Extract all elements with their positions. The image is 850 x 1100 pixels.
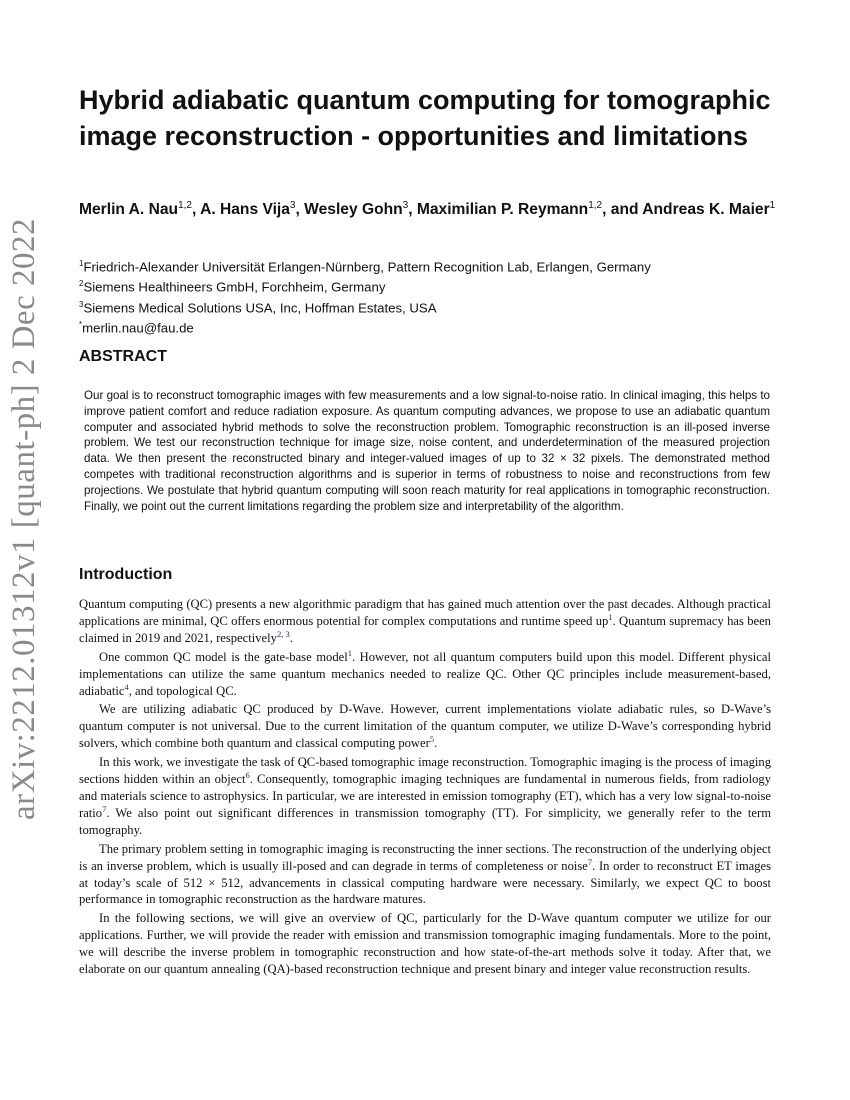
introduction-body xyxy=(79,596,771,980)
paragraph-text: In the following sections, we will give an overview of QC, particularly for the D-Wave quantum computer we utilize for our applications. Further, we will provide the reader with emission and transmission tomographic imaging fundamentals. More to the point, we will describe the inverse problem in tomographic reconstruction and how state-of-the-art methods solve it today. After that, we elaborate on our quantum annealing (QA)-based reconstruction technique and present binary and integer value reconstruction results. xyxy=(79,911,771,977)
introduction-paragraph xyxy=(79,754,771,839)
introduction-paragraph xyxy=(79,596,771,647)
citation-link[interactable]: 1 xyxy=(347,647,352,658)
affiliation-mark: 3 xyxy=(79,299,84,309)
affiliation-mark: 2 xyxy=(79,279,84,289)
introduction-paragraph xyxy=(79,910,771,978)
author-list xyxy=(79,195,789,220)
affiliation-text: Siemens Medical Solutions USA, Inc, Hoffman Estates, USA xyxy=(83,300,437,316)
affiliation-line xyxy=(79,255,779,275)
arxiv-identifier-stamp: arXiv:2212.01312v1 [quant-ph] 2 Dec 2022 xyxy=(6,218,42,820)
author-separator: , xyxy=(191,201,201,219)
introduction-paragraph xyxy=(79,649,771,700)
abstract-heading: ABSTRACT xyxy=(79,348,167,365)
paragraph-text: In this work, we investigate the task of QC-based tomographic image reconstruction. Tomographic imaging is the process of imaging sections hidden within an object xyxy=(79,755,771,787)
author-affiliation-mark: 1,2 xyxy=(588,200,603,211)
introduction-paragraph xyxy=(79,841,771,909)
author-separator: , xyxy=(295,201,305,219)
author-affiliation-mark: 1,2 xyxy=(178,200,192,211)
paragraph-text: . We also point out significant differences in transmission tomography (TT). For simplicity, we generally refer to the term tomography. xyxy=(79,805,771,837)
citation-link[interactable]: 5 xyxy=(429,734,435,745)
affiliation-mark: 1 xyxy=(79,259,84,268)
paragraph-text: . xyxy=(434,736,438,751)
affiliation-text: Siemens Healthineers GmbH, Forchheim, Germany xyxy=(83,279,386,295)
author-affiliation-mark: 3 xyxy=(402,200,409,211)
paragraph-text: . However, not all quantum computers build upon this model. Different physical implementations can utilize the same quantum mechanics needed to realize QC. Other QC principles include measurement-based, adiabatic xyxy=(79,649,771,698)
author-affiliation-mark: 1 xyxy=(769,200,776,211)
author-name: Andreas K. Maier xyxy=(642,201,770,219)
affiliation-text: Friedrich-Alexander Universität Erlangen-Nürnberg, Pattern Recognition Lab, Erlangen, Germany xyxy=(83,259,651,275)
introduction-paragraph xyxy=(79,701,771,752)
author-name: Wesley Gohn xyxy=(304,201,403,219)
author-name: Merlin A. Nau xyxy=(79,201,179,219)
affiliation-list xyxy=(79,255,779,337)
paragraph-text: One common QC model is the gate-base model xyxy=(99,649,348,664)
paragraph-text: . xyxy=(289,630,293,645)
author-separator: , xyxy=(408,201,417,219)
author-separator: , and xyxy=(602,201,643,219)
citation-link[interactable]: 2, 3 xyxy=(276,628,290,639)
abstract-text: Our goal is to reconstruct tomographic images with few measurements and a low signal-to-noise ratio. In clinical imaging, this helps to improve patient comfort and reduce radiation exposure. As quantum computing advances, we propose to use an adiabatic quantum computer and associated hybrid methods to solve the reconstruction problem. Tomographic reconstruction is an ill-posed inverse problem. We test our reconstruction technique for image size, noise content, and underdetermination of the measured projection data. We then present the reconstructed binary and integer-valued images of up to 32 × 32 pixels. The demonstrated method competes with traditional reconstruction algorithms and is superior in terms of robustness to noise and reconstructions from few projections. We postulate that hybrid quantum computing will soon reach maturity for real applications in tomographic reconstruction. Finally, we point out the current limitations regarding the problem size and interpretability of the algorithm. xyxy=(84,389,770,513)
paragraph-text: . In order to reconstruct ET images at today’s scale of 512 × 512, advancements in classical computing hardware were necessary. Similarly, we expect QC to boost performance in tomographic reconstruction as the hardware matures. xyxy=(79,858,771,907)
paragraph-text: . Quantum supremacy has been claimed in 2019 and 2021, respectively xyxy=(79,613,771,645)
citation-link[interactable]: 1 xyxy=(608,611,613,622)
paragraph-text: , and topological QC. xyxy=(128,683,237,698)
author-affiliation-mark: 3 xyxy=(289,200,296,211)
affiliation-line xyxy=(79,316,779,336)
paragraph-text: . Consequently, tomographic imaging techniques are fundamental in numerous fields, from radiology and materials science to astrophysics. In particular, we are interested in emission tomography (ET), which has a very low signal-to-noise ratio xyxy=(79,772,771,820)
author-name: A. Hans Vija xyxy=(200,201,290,219)
introduction-heading: Introduction xyxy=(79,566,173,583)
affiliation-mark: * xyxy=(79,320,83,330)
citation-link[interactable]: 7 xyxy=(587,856,593,867)
paragraph-text: We are utilizing adiabatic QC produced by D-Wave. However, current implementations violate adiabatic rules, so D-Wave’s quantum computer is not universal. Due to the current limitation of the quantum computer, we utilize D-Wave’s corresponding hybrid solvers, which combine both quantum and classical computing power xyxy=(79,702,771,751)
paper-title: Hybrid adiabatic quantum computing for tomographic image reconstruction - opportunities and limitations xyxy=(79,85,771,151)
paragraph-text: Quantum computing (QC) presents a new algorithmic paradigm that has gained much attention over the past decades. Although practical applications are minimal, QC offers enormous potential for complex computations and runtime speed up xyxy=(79,597,771,628)
affiliation-line xyxy=(79,296,779,316)
affiliation-text: merlin.nau@fau.de xyxy=(82,320,194,336)
citation-link[interactable]: 7 xyxy=(102,803,107,814)
affiliation-line xyxy=(79,275,779,295)
citation-link[interactable]: 6 xyxy=(245,769,250,780)
author-name: Maximilian P. Reymann xyxy=(416,201,589,219)
citation-link[interactable]: 4 xyxy=(124,681,129,692)
paragraph-text: The primary problem setting in tomographic imaging is reconstructing the inner sections. The reconstruction of the underlying object is an inverse problem, which is usually ill-posed and can degrade in terms of completeness or noise xyxy=(79,841,771,873)
